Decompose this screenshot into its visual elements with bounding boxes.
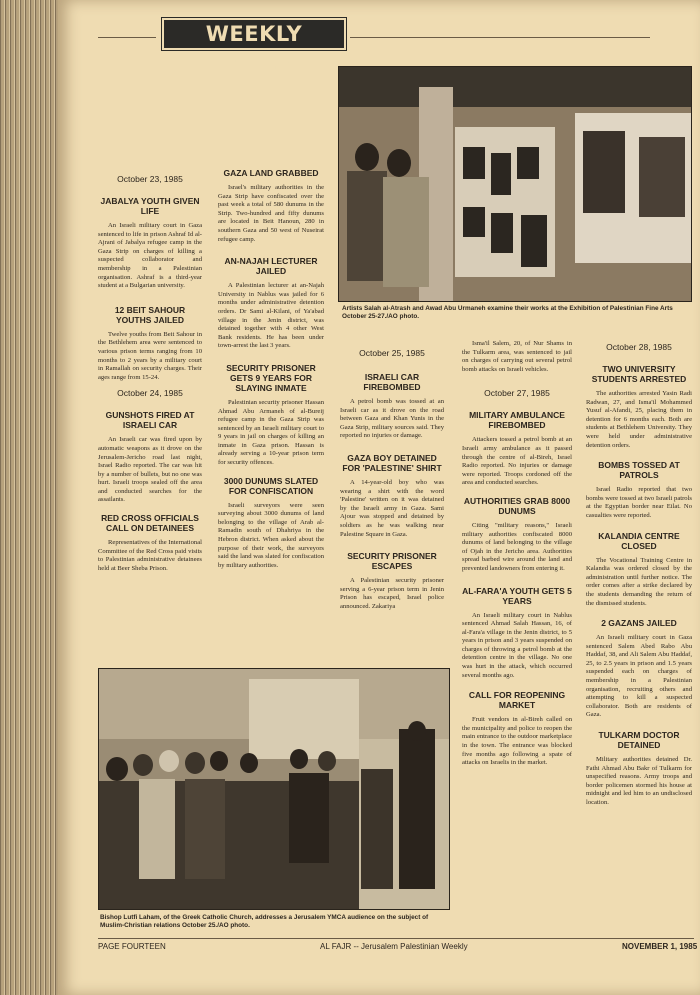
headline: MILITARY AMBULANCE FIREBOMBED — [469, 410, 565, 431]
column-5 — [586, 342, 692, 814]
headline: RED CROSS OFFICIALS CALL ON DETAINEES — [101, 513, 199, 534]
column-1 — [98, 174, 202, 579]
headline: AUTHORITIES GRAB 8000 DUNUMS — [463, 495, 571, 516]
top-rule-right — [350, 37, 650, 38]
article-body: Attackers tossed a petrol bomb at an Israeli army ambulance as it passed through the centre of al-Bireh, Israel Radio reported. No injuries or damage were reported. Troops cordoned off the area and conducted searches. — [462, 436, 572, 487]
article-body: An Israeli car was fired upon by automatic weapons as it drove on the Jerusalem-Jericho road last night, Israel Radio reported. The car was hit by a number of bullets, but no one was hurt. Israeli troops sealed off the area and conducted searches for the assailants. — [98, 436, 202, 504]
headline: KALANDIA CENTRE CLOSED — [598, 530, 680, 551]
headline: 2 GAZANS JAILED — [601, 618, 677, 629]
article-body: Citing "military reasons," Israeli military authorities confiscated 8000 dunums of land belonging to the village of Ojah in the Jericho area. Authorities spread barbed wire around the land and prevented landowners from entering it. — [462, 521, 572, 572]
article-body: Israel Radio reported that two bombs were tossed at two Israeli patrols at the Egyptian border near Eilat. No casualties were reported. — [586, 486, 692, 519]
date-october-23: October 23, 1985 — [117, 174, 183, 184]
article-body: Military authorities detained Dr. Fathi Ahmad Abu Bakr of Tulkarm for unspecified reasons. Army troops and border policemen stormed his house at midnight and led him to an undisclosed location. — [586, 756, 692, 806]
headline: ISRAELI CAR FIREBOMBED — [363, 372, 421, 392]
article-body: The Vocational Training Centre in Kalandia was ordered closed by the administration until further notice. The order comes after a strike declared by the students demanding the return of the dismissed students. — [586, 556, 692, 607]
article-body: Fruit vendors in al-Bireh called on the municipality and police to reopen the main entrance to the outdoor marketplace in the town. The entrance was blocked five months ago following a spate of attacks on Israelis in the market. — [462, 716, 572, 767]
headline: BOMBS TOSSED AT PATROLS — [598, 460, 680, 481]
article-body: The authorities arrested Yasin Radi Radwan, 27, and Isma'il Mohammed Yusuf al-Afandi, 25, placing them in detention for 6 months each. Both are students at Bethlehem University. They were held under administrative detention orders. — [586, 390, 692, 449]
article-body: An Israeli military court in Gaza sentenced to life in prison Ashraf Id al-Ajrani of Jabalya refugee camp in the Gaza Strip on charges of killing a suspected collaborator and membership in a Palestinian organisation. Ashraf is a third-year student at a Bulgarian university. — [98, 222, 202, 290]
article-body: Palestinian security prisoner Hassan Ahmad Abu Armaneh of al-Bureij refugee camp in the Gaza Strip was sentenced by an Israeli military court to 9 years in jail on charges of killing an inmate in Gaza prison. Hassan is already serving a 10-year prison term for security offences. — [218, 398, 324, 467]
headline: SECURITY PRISONER ESCAPES — [347, 551, 437, 572]
headline: TWO UNIVERSITY STUDENTS ARRESTED — [591, 364, 687, 384]
headline: 12 BEIT SAHOUR YOUTHS JAILED — [114, 304, 186, 325]
section-masthead: WEEKLY REVIEW — [162, 18, 346, 50]
article-body: An Israeli military court in Nablus sentenced Ahmad Salah Hassan, 16, of al-Fara'a village in the Jenin district, to 5 years in prison and 3 years suspended on charges of throwing a petrol bomb at the detention centre in the village. No one was hurt in the attack, which occurred several months ago. — [462, 611, 572, 679]
headline: JABALYA YOUTH GIVEN LIFE — [100, 196, 200, 216]
headline: GAZA BOY DETAINED FOR 'PALESTINE' SHIRT — [342, 452, 442, 473]
issue-date: NOVEMBER 1, 1985 — [622, 942, 698, 951]
article-body: A petrol bomb was tossed at an Israeli car as it drove on the road between Gaza and Khan Yunis in the Gaza Strip, military sources said. They reported no injuries or damage. — [340, 398, 444, 440]
column-3 — [340, 348, 444, 618]
headline: GAZA LAND GRABBED — [223, 168, 319, 178]
ymca-audience-photo — [98, 668, 450, 910]
date-october-25: October 25, 1985 — [359, 348, 425, 358]
article-body: A Palestinian security prisoner serving a 6-year prison term in Jenin Prison has escaped, Israel police announced. Zakariya — [340, 577, 444, 610]
column-2 — [218, 168, 324, 576]
article-body: Representatives of the International Committee of the Red Cross paid visits to Palestinian administrative detainees held at Beer Sheba Prison. — [98, 539, 202, 572]
article-body: An Israeli military court in Gaza sentenced Salem Abed Rabo Abu Haddaf, 38, and Ali Salem Abu Haddaf, 25, to 2.5 years in prison and 1.5 years suspended each on charges of membership in a Palestinian organisation, recruiting others and attempting to kill a suspected collaborator. Both are residents of Gaza. — [586, 634, 692, 719]
headline: GUNSHOTS FIRED AT ISRAELI CAR — [105, 410, 195, 431]
headline: CALL FOR REOPENING MARKET — [468, 690, 566, 711]
page-number: PAGE FOURTEEN — [98, 942, 166, 951]
headline: AN-NAJAH LECTURER JAILED — [224, 256, 318, 277]
ymca-photo-caption: Bishop Lutfi Laham, of the Greek Catholic Church, addresses a Jerusalem YMCA audience on the subject of Muslim-Christian relations October 25./AO photo. — [100, 914, 429, 929]
article-body: Israeli surveyors were seen surveying about 3000 dunums of land belonging to the village of Arab al-Ramadin south of Dhahriya in the Hebron district. When asked about the purpose of their work, the surveyors said the land was slated for confiscation by military authorities. — [218, 501, 324, 569]
article-body-continued: Isma'il Salem, 20, of Nur Shams in the Tulkarm area, was sentenced to jail on charges of carrying out several petrol bomb attacks on Israeli vehicles. — [462, 340, 572, 373]
column-4 — [462, 340, 572, 774]
book-binding — [0, 0, 60, 995]
headline: 3000 DUNUMS SLATED FOR CONFISCATION — [223, 475, 319, 496]
date-october-28: October 28, 1985 — [606, 342, 672, 352]
headline: TULKARM DOCTOR DETAINED — [598, 730, 680, 751]
top-rule-left — [98, 37, 156, 38]
date-october-24: October 24, 1985 — [117, 388, 183, 399]
date-october-27: October 27, 1985 — [484, 388, 550, 399]
article-body: A 14-year-old boy who was wearing a shirt with the word 'Palestine' written on it was detained by the Israeli army in Gaza. Sami Ajour was stopped and detained by soldiers as he was walking near Palestine Square in Gaza. — [340, 478, 444, 538]
exhibition-photo-caption: Artists Salah al-Atrash and Awad Abu Urmaneh examine their works at the Exhibition of Palestinian Fine Arts October 25-27./AO photo. — [342, 305, 673, 320]
newspaper-page — [58, 0, 700, 995]
footer-rule — [98, 938, 694, 939]
publication-name: AL FAJR -- Jerusalem Palestinian Weekly — [320, 942, 468, 951]
exhibition-photo — [338, 66, 692, 302]
article-body: A Palestinian lecturer at an-Najah University in Nablus was jailed for 6 months under administrative detention orders. Dr Sami al-Kilani, of Ya'abad village in the Jenin district, was detained together with 4 other West Bank residents. He has been under town-arrest the last 3 years. — [218, 282, 324, 350]
headline: AL-FARA'A YOUTH GETS 5 YEARS — [462, 585, 572, 606]
headline: SECURITY PRISONER GETS 9 YEARS FOR SLAYING INMATE — [226, 362, 316, 393]
article-body: Twelve youths from Beit Sahour in the Bethlehem area were sentenced to various prison terms ranging from 10 months to 2 years by a military court in Ramallah on security charges. Their ages range from 15-24. — [98, 330, 202, 381]
article-body: Israel's military authorities in the Gaza Strip have confiscated over the past week a total of 580 dunums in the Strip. Two-hundred and fifty dunums are located in Beit Hanoun, 280 in southern Gaza and 50 west of Nuseirat refugee camp. — [218, 184, 324, 243]
